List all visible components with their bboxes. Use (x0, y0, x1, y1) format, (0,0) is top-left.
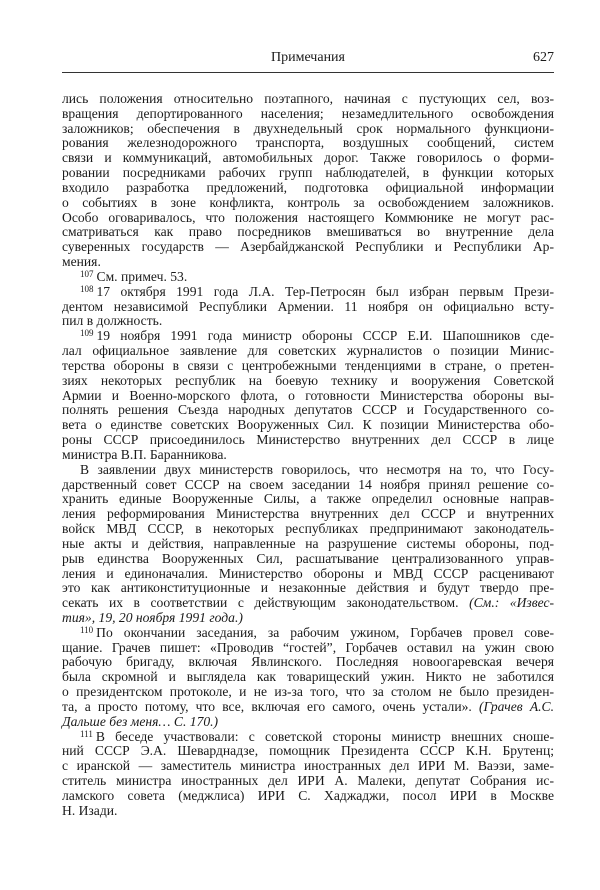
line-text: роны СССР присоединилось Министерство внутренних дел СССР в лице (62, 432, 554, 448)
line-text: та, а просто потому, что все, включая его самого, очень устали». (62, 698, 479, 714)
note-number: 111 (80, 728, 93, 739)
line-text: дентом независимой Республики Армении. 11 ноября он официально всту- (62, 298, 554, 314)
text-line (62, 685, 554, 700)
line-text: лись положения относительно поэтапного, начиная с пустующих сел, воз- (62, 91, 554, 106)
note-number: 108 (80, 283, 94, 294)
line-text: войск МВД СССР, в некоторых республиках предпринимают законодатель- (62, 521, 554, 537)
line-text: полнять решения Съезда народных депутатов СССР и Государственного со- (62, 402, 554, 418)
note-number: 107 (80, 268, 94, 279)
line-text: пил в должность. (62, 313, 163, 329)
text-line (62, 789, 554, 804)
text-line (62, 344, 554, 359)
line-text: о президентском протоколе, и не из-за того, что за столом не было президен- (62, 684, 554, 700)
text-line (62, 374, 554, 389)
line-text: ления и единоначалия. Министерство обороны и МВД СССР расценивают (62, 565, 554, 581)
text-line (62, 759, 554, 774)
line-text: рабочую бригаду, включая Явлинского. Последняя новоогаревская вечеря (62, 654, 554, 670)
text-line (62, 225, 554, 240)
citation-text: (См.: «Извес- (469, 595, 555, 611)
text-line (62, 655, 554, 670)
line-text: сматриваться как право посредников вмешиваться во внутренние дела (62, 224, 554, 240)
line-text: ные акты и действия, направленные на разрушение системы обороны, под- (62, 535, 554, 551)
line-text: о событиях в зоне конфликта, контроль за освобождением заложников. (62, 194, 554, 210)
line-text: 19 ноября 1991 года министр обороны СССР Е.И. Шапошников сде- (96, 328, 554, 344)
line-text: суверенных государств — Азербайджанской Республики и Республики Ар- (62, 239, 554, 255)
line-text: Особо оговаривалось, что положения настоящего Коммюнике не могут рас- (62, 209, 554, 225)
citation-text: тия», 19, 20 ноября 1991 года.) (62, 609, 243, 625)
text-line (62, 448, 554, 463)
text-line (62, 314, 554, 329)
text-line (62, 596, 554, 611)
text-line (62, 581, 554, 596)
text-line (62, 196, 554, 211)
text-line (62, 670, 554, 685)
line-text: это как антиконституционные и незаконные действия и будут твердо пре- (62, 580, 554, 596)
line-text: Н. Изади. (62, 802, 118, 818)
line-text: вета о единстве советских Вооруженных Сил. К позиции Министерства обо- (62, 417, 554, 433)
line-text: была скромной и выглядела как товарищеский ужин. Никто не заботился (62, 669, 554, 685)
text-line (62, 107, 554, 122)
page-number: 627 (533, 50, 554, 65)
line-text: вращения депортированного населения; незамедлительного освобождения (62, 105, 554, 121)
line-text: с иранской — заместитель министра иностранных дел ИРИ М. Ваэзи, заме- (62, 758, 554, 774)
line-text: мения. (62, 254, 101, 270)
text-line (62, 270, 554, 285)
citation-text: Дальше без меня… С. 170.) (62, 713, 219, 729)
line-text: ститель министра иностранных дел ИРИ А. Малеки, депутат Собрания ис- (62, 773, 554, 789)
text-line (62, 166, 554, 181)
text-line (62, 285, 554, 300)
line-text: ровании посредниками рабочих групп наблюдателей, в функции которых (62, 165, 554, 181)
text-line (62, 240, 554, 255)
line-text: заложников; обеспечения в двухнедельный срок нормального функциони- (62, 120, 554, 136)
text-line (62, 300, 554, 315)
text-line (62, 359, 554, 374)
line-text: ламского совета (меджлиса) ИРИ С. Хаджаджи, посол ИРИ в Москве (62, 787, 554, 803)
line-text: 17 октября 1991 года Л.А. Тер-Петросян был избран первым Прези- (96, 283, 554, 299)
text-line (62, 463, 554, 478)
line-text: ний СССР Э.А. Шеварднадзе, помощник Президента СССР К.Н. Брутенц; (62, 743, 554, 759)
note-number: 110 (80, 624, 94, 635)
text-line (62, 774, 554, 789)
text-line (62, 715, 554, 730)
line-text: рования железнодорожного транспорта, воздушных сообщений, систем (62, 135, 554, 151)
notes-body (62, 92, 554, 819)
text-line (62, 211, 554, 226)
text-line (62, 744, 554, 759)
header-rule (62, 72, 554, 73)
line-text: дарственный совет СССР на своем заседании 14 ноября принял решение со- (62, 476, 554, 492)
text-line (62, 522, 554, 537)
text-line (62, 552, 554, 567)
text-line (62, 611, 554, 626)
line-text: лал официальное заявление для советских журналистов о позиции Минис- (62, 343, 554, 359)
note-number: 109 (80, 328, 94, 339)
text-line (62, 730, 554, 745)
line-text: В заявлении двух министерств говорилось, что несмотря на то, что Госу- (80, 461, 554, 477)
line-text: секать их в соответствии с действующим законодательством. (62, 595, 470, 611)
text-line (62, 433, 554, 448)
text-line (62, 537, 554, 552)
text-line (62, 700, 554, 715)
line-text: связи и коммуникаций, автомобильных дорог. Также говорилось о форми- (62, 150, 554, 166)
line-text: В беседе участвовали: с советской стороны министр внешних сноше- (95, 728, 554, 744)
text-line (62, 567, 554, 582)
text-line (62, 403, 554, 418)
running-header (62, 48, 554, 70)
text-line (62, 329, 554, 344)
text-line (62, 418, 554, 433)
text-line (62, 626, 554, 641)
line-text: рыв единства Вооруженных Сил, расшатывание централизованного управ- (62, 550, 554, 566)
line-text: хранить единые Вооруженные Силы, а также определил основные направ- (62, 491, 554, 507)
text-line (62, 151, 554, 166)
text-line (62, 136, 554, 151)
text-line (62, 804, 554, 819)
line-text: По окончании заседания, за рабочим ужином, Горбачев провел сове- (96, 624, 554, 640)
line-text: Армии и Военно-морского флота, о готовности Министерства обороны вы- (62, 387, 554, 403)
citation-text: (Грачев А.С. (478, 698, 554, 714)
text-line (62, 389, 554, 404)
text-line (62, 181, 554, 196)
text-line (62, 641, 554, 656)
text-line (62, 478, 554, 493)
line-text: ления реформирования Министерства внутренних дел СССР и внутренних (62, 506, 554, 522)
line-text: щание. Грачев пишет: «Проводив “гостей”, Горбачев оставил на ужин свою (62, 639, 554, 655)
text-line (62, 122, 554, 137)
line-text: зиях некоторых республик на боевую технику и вооружения Советской (62, 372, 554, 388)
line-text: министра В.П. Баранникова. (62, 446, 227, 462)
running-title: Примечания (270, 50, 345, 65)
line-text: См. примеч. 53. (96, 268, 188, 284)
text-line (62, 92, 554, 107)
text-line (62, 255, 554, 270)
text-line (62, 507, 554, 522)
line-text: терства обороны в связи с центробежными тенденциями в стране, о претен- (62, 357, 554, 373)
line-text: входило разработка предложений, подготовка официальной информации (62, 179, 554, 195)
text-line (62, 492, 554, 507)
